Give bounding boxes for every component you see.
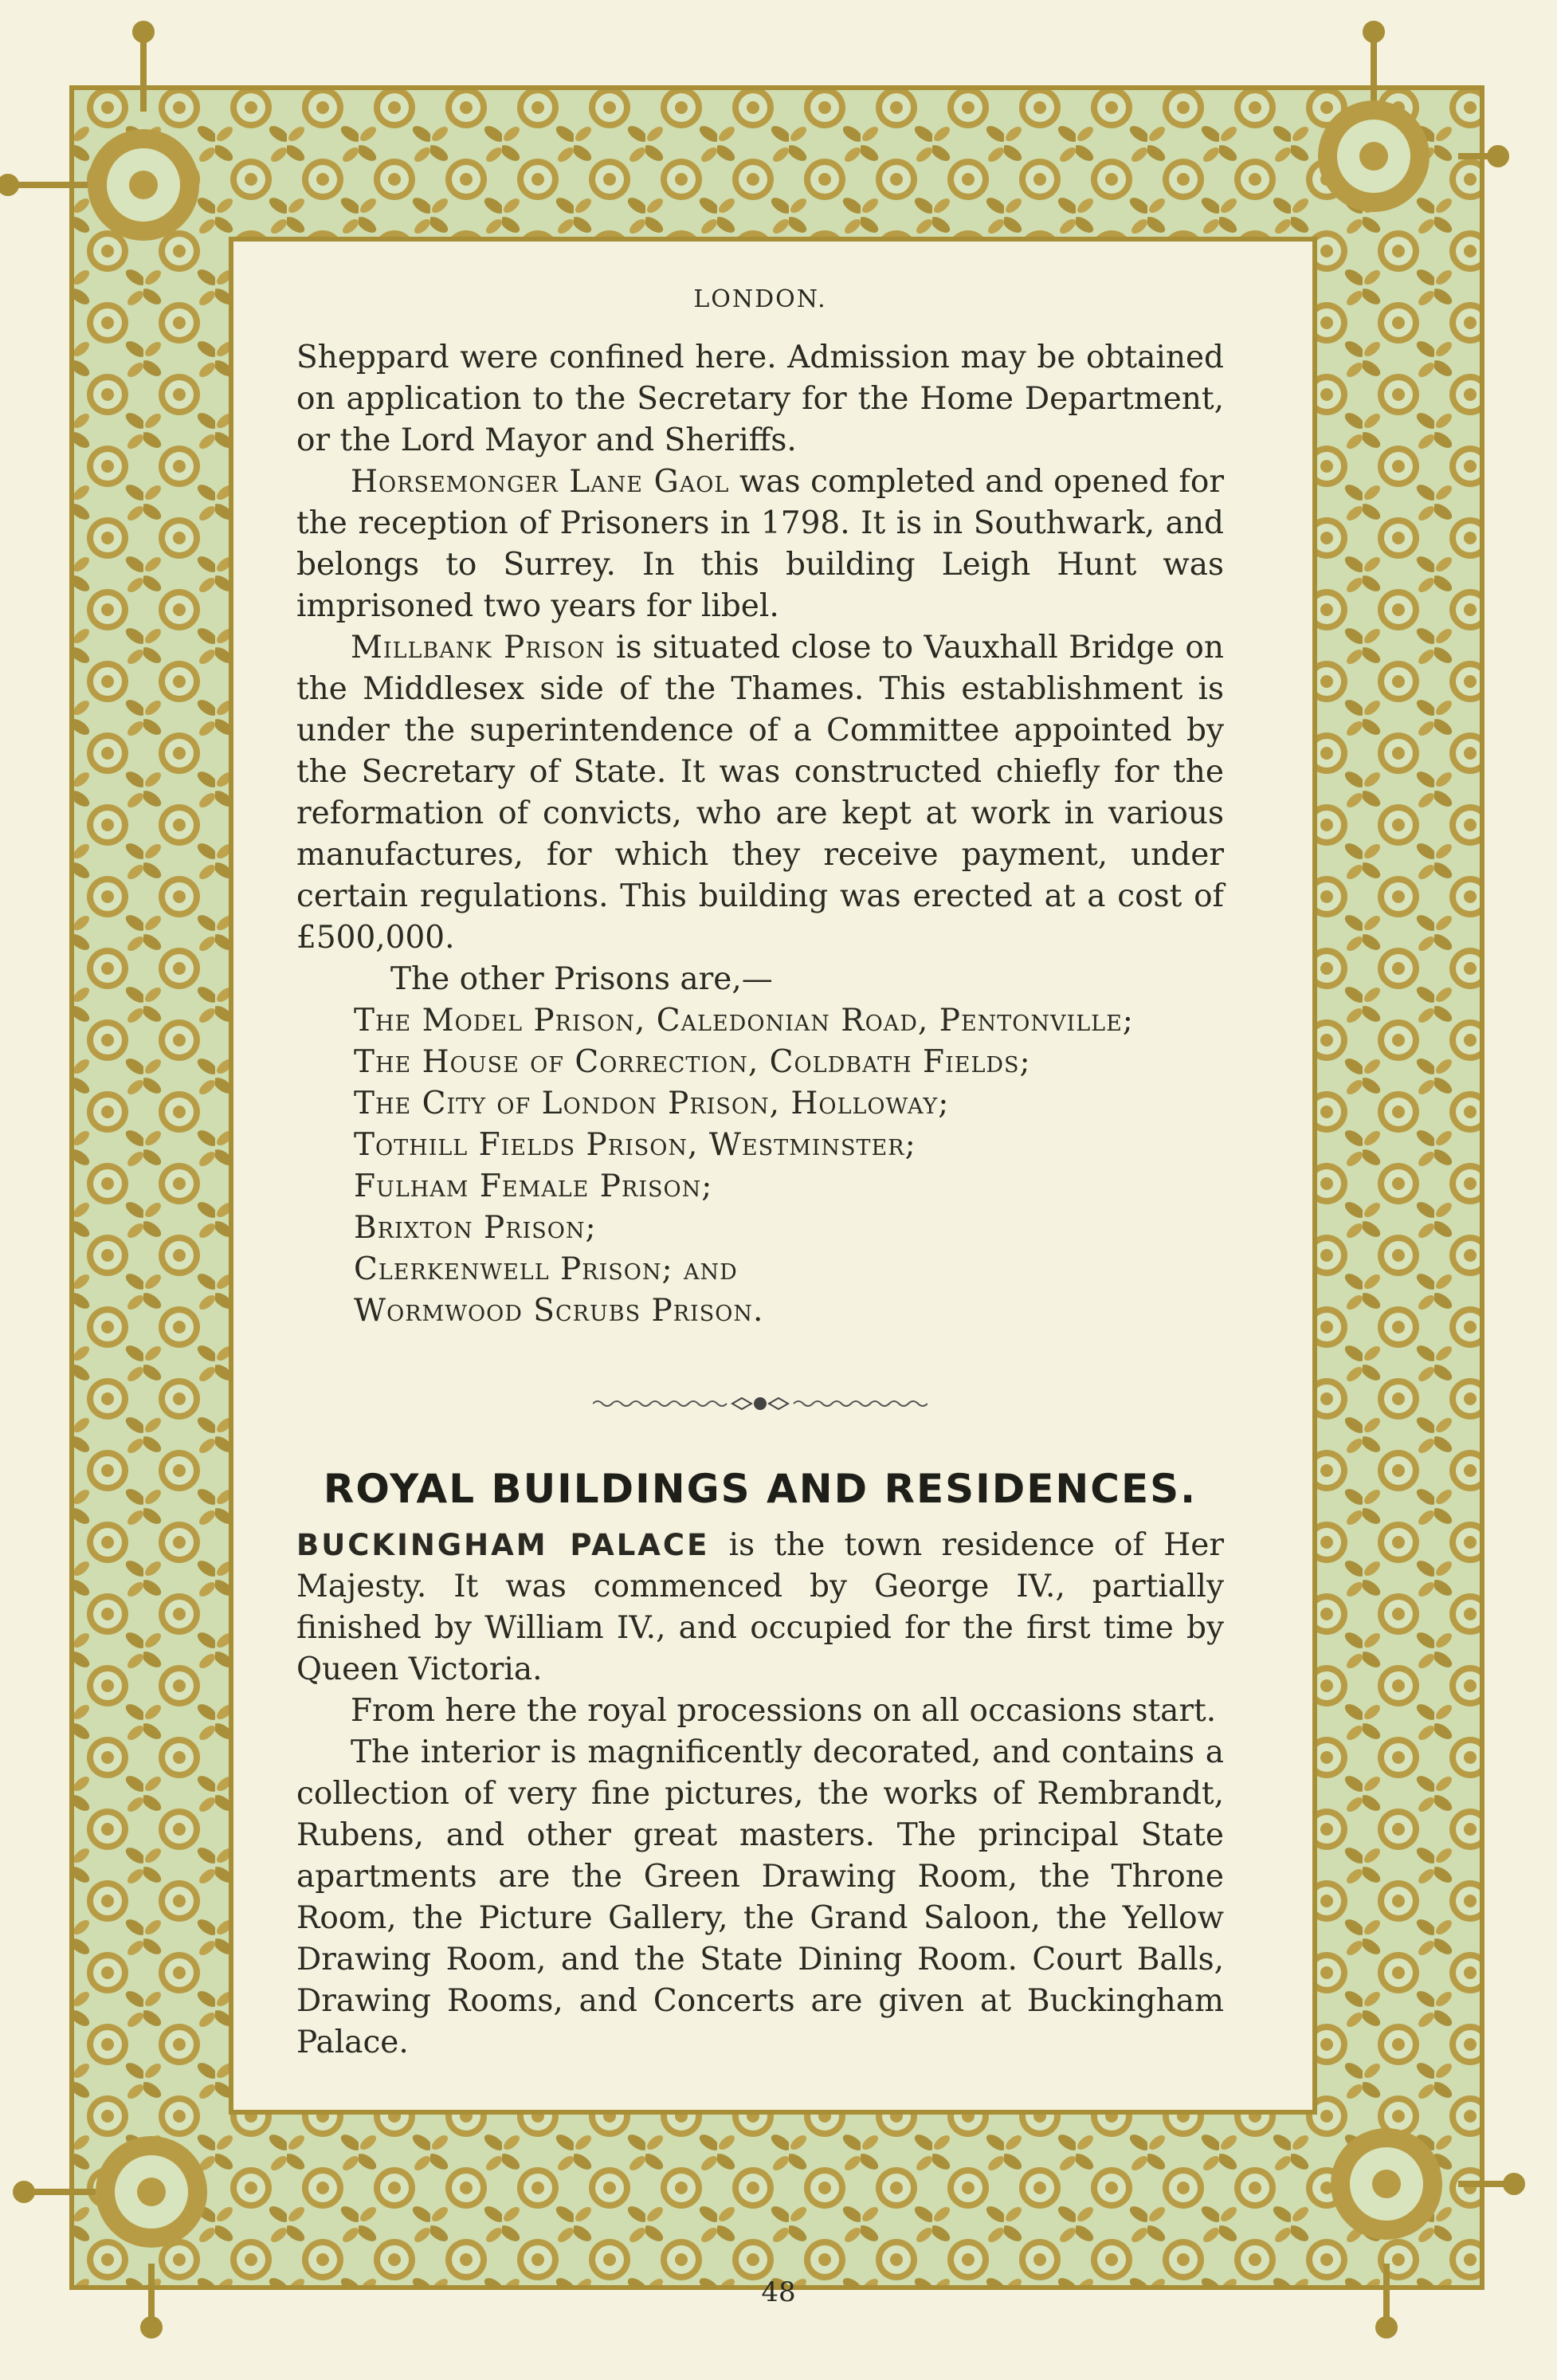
millbank-heading: Millbank Prison bbox=[351, 630, 606, 666]
list-item: Fulham Female Prison; bbox=[354, 1168, 713, 1204]
page-text-block bbox=[296, 285, 1224, 2064]
horsemonger-heading: Horsemonger Lane Gaol bbox=[351, 464, 730, 500]
millbank-text: is situated close to Vauxhall Bridge on the Middlesex side of the Thames. This establishment is under the superintendence of a Committee appointed by the Secretary of State. It was constructed chiefly for the reformation of convicts, who are kept at work in various manufactures, for which they receive payment, under certain regulations. This building was erected at a cost of £500,000. bbox=[296, 630, 1225, 956]
buckingham-heading: BUCKINGHAM PALACE bbox=[296, 1528, 710, 1562]
paragraph-interior: The interior is magnificently decorated, and contains a collection of very fine pictures, the works of Rembrandt, Rubens, and other great masters. The principal State apartments are the Green Drawing Room, the Throne Room, the Picture Gallery, the Grand Saloon, the Yellow Drawing Room, and the State Dining Room. Court Balls, Drawing Rooms, and Concerts are given at Buckingham Palace. bbox=[296, 1734, 1224, 2060]
horsemonger-text: was completed and opened for the reception of Prisoners in 1798. It is in Southwark, and belongs to Surrey. In this building Leigh Hunt was imprisoned two years for libel. bbox=[296, 464, 1224, 624]
page-number: 48 bbox=[761, 2276, 796, 2308]
paragraph-sheppard: Sheppard were confined here. Admission may be obtained on application to the Secretary for the Home Department, or the Lord Mayor and Sheriffs. bbox=[296, 340, 1224, 458]
buckingham-text: is the town residence of Her Majesty. It was commenced by George IV., partially finished by William IV., and occupied for the first time by Queen Victoria. bbox=[296, 1527, 1224, 1687]
list-item: The City of London Prison, Holloway; bbox=[354, 1086, 950, 1121]
list-item: Wormwood Scrubs Prison. bbox=[354, 1293, 764, 1329]
list-item: Clerkenwell Prison; and bbox=[354, 1251, 738, 1287]
running-head: LONDON. bbox=[693, 285, 827, 313]
list-item: The House of Correction, Coldbath Fields; bbox=[354, 1044, 1031, 1080]
list-item: The Model Prison, Caledonian Road, Pentonville; bbox=[354, 1003, 1134, 1039]
prison-list bbox=[296, 1000, 1224, 1332]
paragraph-processions: From here the royal processions on all occasions start. bbox=[351, 1693, 1217, 1729]
other-prisons-intro: The other Prisons are,— bbox=[390, 961, 773, 997]
list-item: Tothill Fields Prison, Westminster; bbox=[354, 1127, 916, 1163]
section-divider-ornament bbox=[296, 1396, 1224, 1412]
paragraph-horsemonger bbox=[296, 461, 1224, 627]
paragraph-millbank bbox=[296, 627, 1224, 959]
section-title: ROYAL BUILDINGS AND RESIDENCES. bbox=[323, 1466, 1198, 1512]
list-item: Brixton Prison; bbox=[354, 1210, 597, 1246]
paragraph-buckingham bbox=[296, 1525, 1224, 1691]
